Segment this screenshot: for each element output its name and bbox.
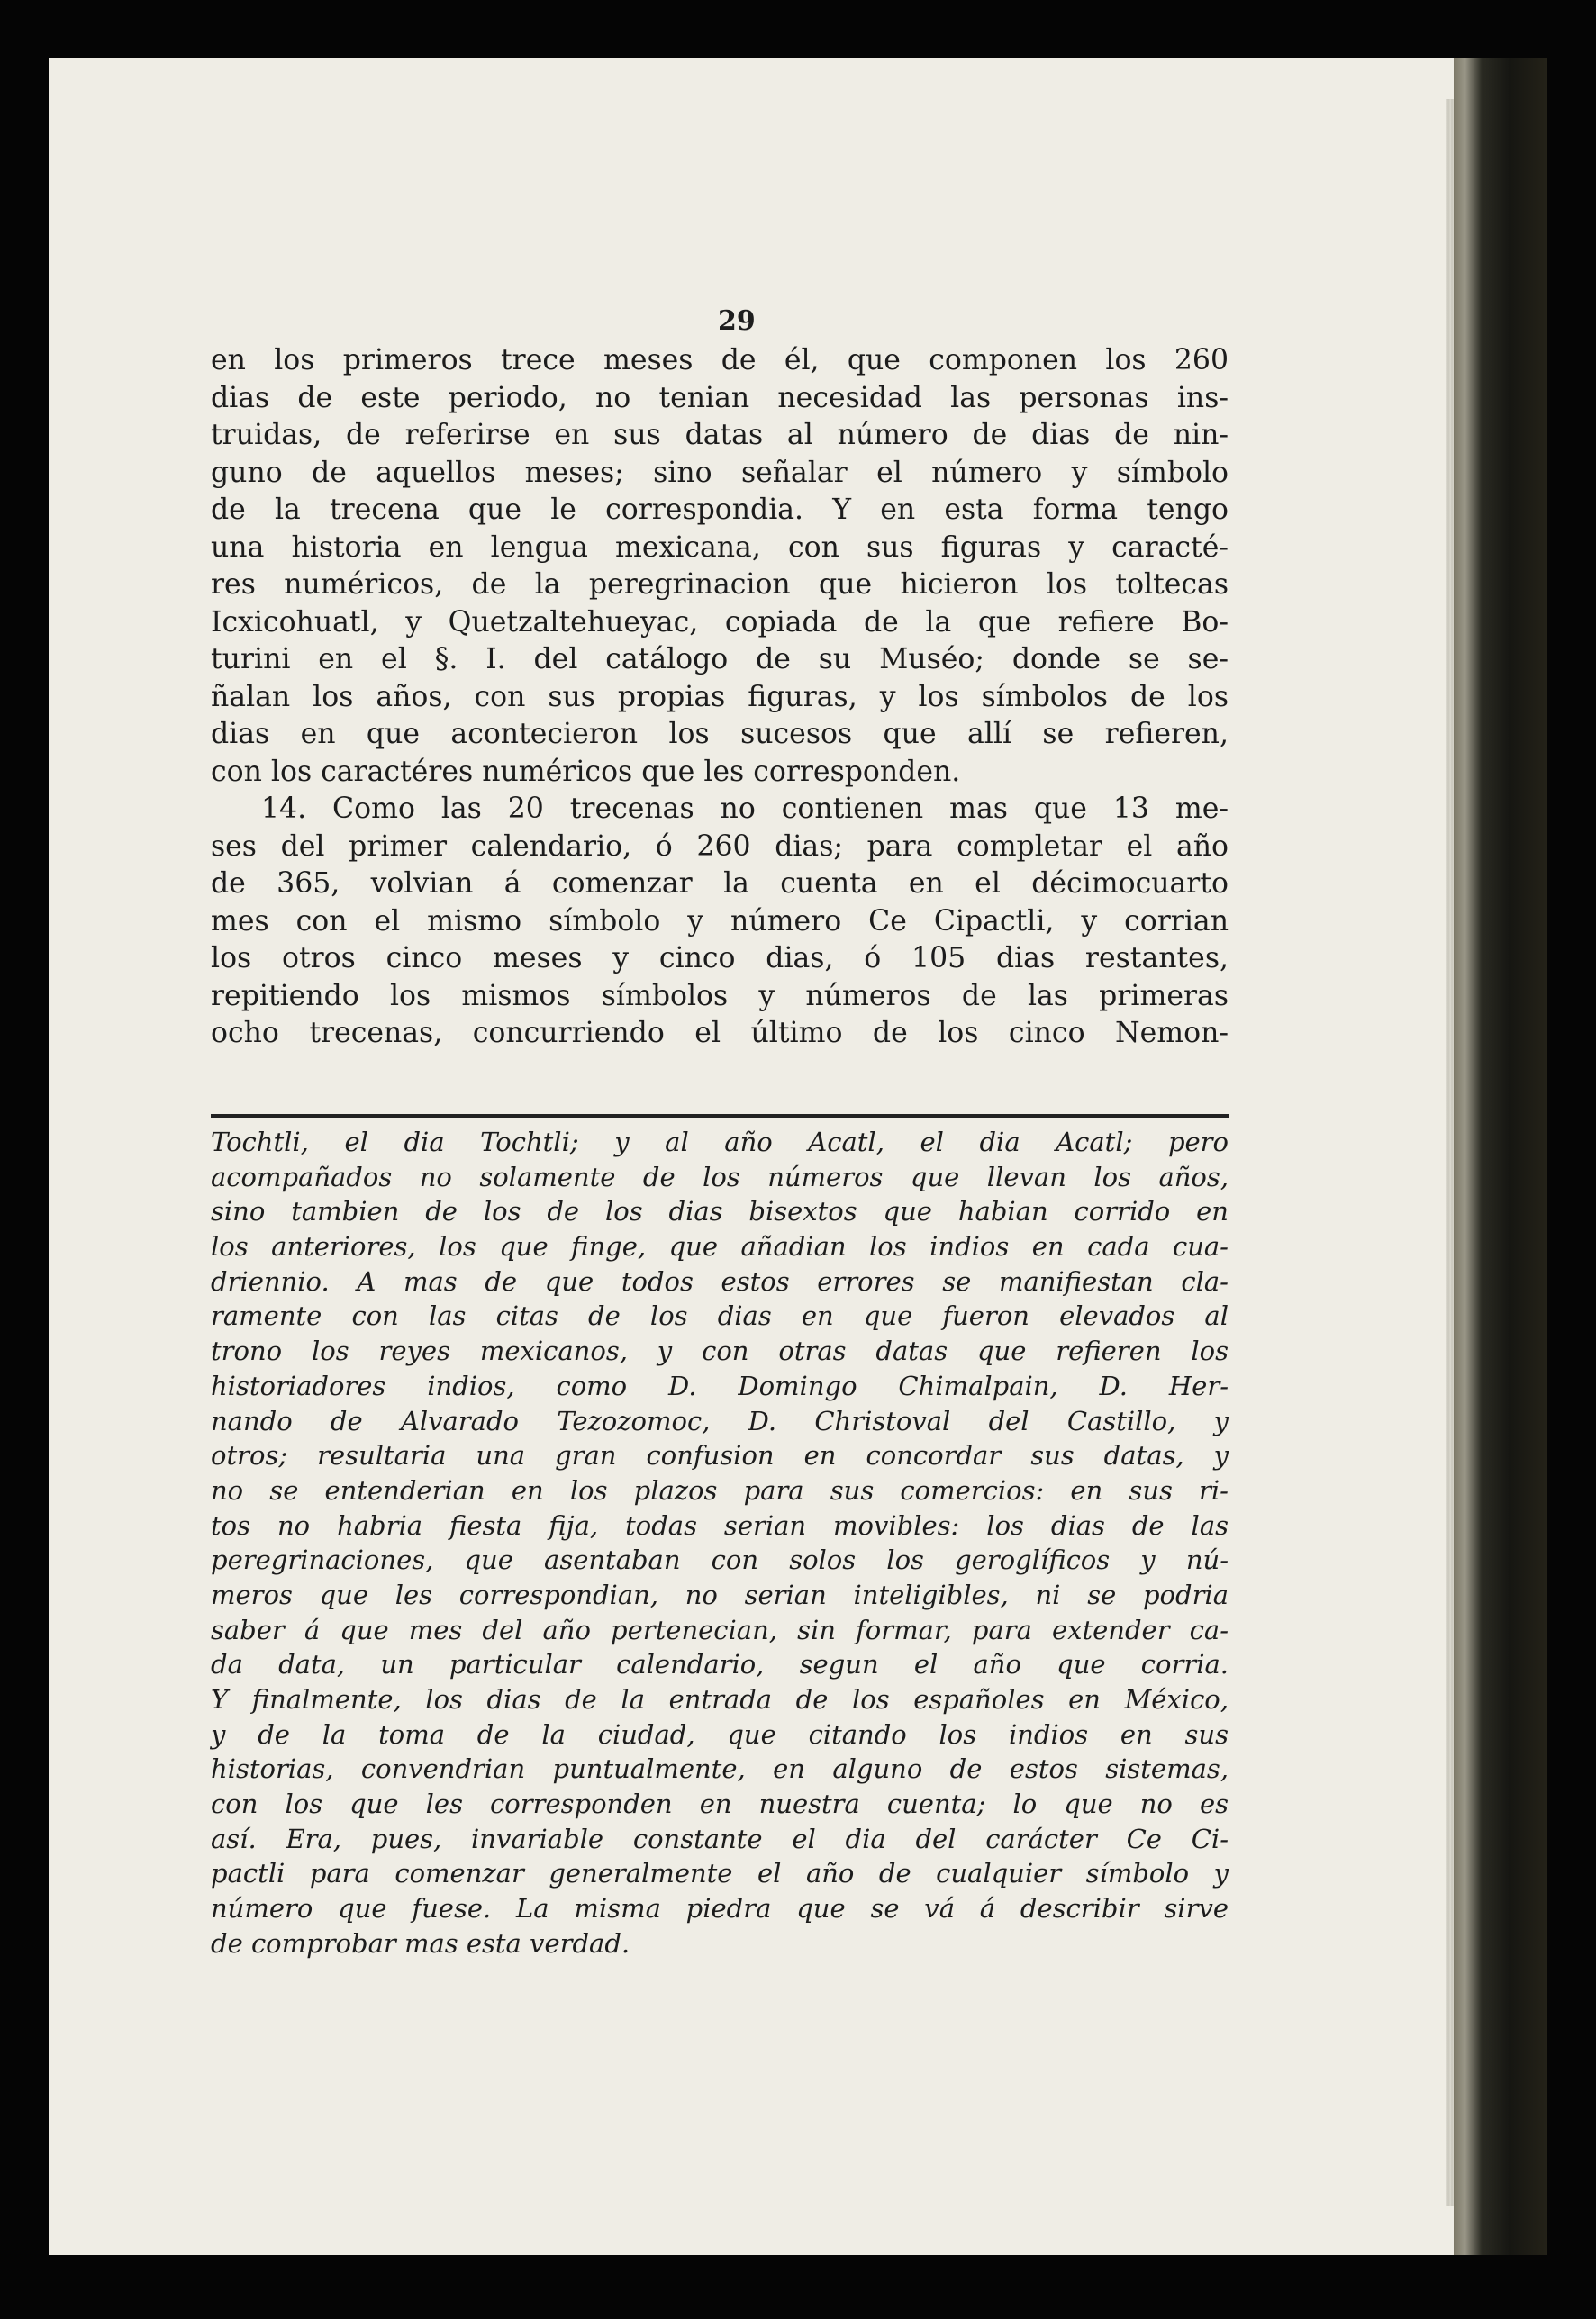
body-line: res numéricos, de la peregrinacion que hicieron los toltecas	[211, 568, 1229, 601]
footnote-line: historias, convendrian puntualmente, en alguno de estos sistemas,	[211, 1753, 1229, 1785]
footnote-line: trono los reyes mexicanos, y con otras datas que refieren los	[211, 1336, 1229, 1367]
footnote-line: driennio. A mas de que todos estos errores se manifiestan cla-	[211, 1265, 1229, 1297]
book-cover-edge	[1454, 58, 1547, 2255]
body-line: mes con el mismo símbolo y número Ce Cipactli, y corrian	[211, 904, 1229, 938]
footnote-line: tos no habria fiesta fija, todas serian movibles: los dias de las	[211, 1509, 1229, 1541]
footnote-line: saber á que mes del año pertenecian, sin formar, para extender ca-	[211, 1614, 1229, 1645]
body-line: en los primeros trece meses de él, que componen los 260	[211, 344, 1229, 376]
body-line: guno de aquellos meses; sino señalar el número y símbolo	[211, 456, 1229, 489]
body-line: truidas, de referirse en sus datas al número de dias de nin-	[211, 419, 1229, 451]
footnote-line: y de la toma de la ciudad, que citando los indios en sus	[211, 1718, 1229, 1750]
footnote-line: así. Era, pues, invariable constante el dia del carácter Ce Ci-	[211, 1823, 1229, 1854]
footnote-line: nando de Alvarado Tezozomoc, D. Christoval del Castillo, y	[211, 1405, 1229, 1436]
body-line: dias en que acontecieron los sucesos que allí se refieren,	[211, 718, 1229, 750]
body-line: repitiendo los mismos símbolos y números de las primeras	[211, 979, 1229, 1012]
footnote-line: peregrinaciones, que asentaban con solos los geroglíficos y nú-	[211, 1544, 1229, 1576]
body-line: una historia en lengua mexicana, con sus figuras y caracté-	[211, 530, 1229, 564]
footnote-line: número que fuese. La misma piedra que se vá á describir sirve	[211, 1893, 1229, 1925]
page-number: 29	[718, 305, 756, 337]
footnote-line: sino tambien de los de los dias bisextos que habian corrido en	[211, 1196, 1229, 1227]
body-line: ses del primer calendario, ó 260 dias; para completar el año	[211, 829, 1229, 863]
footnote-line: Tochtli, el dia Tochtli; y al año Acatl, el dia Acatl; pero	[211, 1127, 1229, 1157]
body-line: Icxicohuatl, y Quetzaltehueyac, copiada de la que refiere Bo-	[211, 605, 1229, 639]
footnote-line: meros que les correspondian, no serian inteligibles, ni se podria	[211, 1579, 1229, 1610]
paragraph-14-start: 14. Como las 20 trecenas no contienen mas que 13 me-	[261, 793, 1229, 825]
footnote-line: acompañados no solamente de los números que llevan los años,	[211, 1161, 1229, 1192]
body-line: de 365, volvian á comenzar la cuenta en el décimocuarto	[211, 867, 1229, 900]
body-line: dias de este periodo, no tenian necesidad las personas ins-	[211, 381, 1229, 414]
footnote-block	[211, 1125, 1229, 1961]
body-line: turini en el §. I. del catálogo de su Muséo; donde se se-	[211, 643, 1229, 675]
footnote-line: historiadores indios, como D. Domingo Chimalpain, D. Her-	[211, 1370, 1229, 1401]
footnote-line: los anteriores, los que finge, que añadian los indios en cada cua-	[211, 1231, 1229, 1263]
footnote-line: con los que les corresponden en nuestra cuenta; lo que no es	[211, 1789, 1229, 1820]
body-line: con los caractéres numéricos que les corresponden.	[211, 755, 961, 788]
footnote-line: de comprobar mas esta verdad.	[211, 1927, 630, 1959]
body-line: los otros cinco meses y cinco dias, ó 105 dias restantes,	[211, 942, 1229, 974]
footnote-line: Y finalmente, los dias de la entrada de los españoles en México,	[211, 1684, 1229, 1715]
footnote-line: pactli para comenzar generalmente el año de cualquier símbolo y	[211, 1858, 1229, 1889]
footnote-divider	[211, 1114, 1229, 1118]
footnote-line: ramente con las citas de los dias en que fueron elevados al	[211, 1300, 1229, 1332]
footnote-line: da data, un particular calendario, segun el año que corria.	[211, 1649, 1229, 1680]
body-line: ñalan los años, con sus propias figuras, y los símbolos de los	[211, 680, 1229, 713]
main-text-block	[211, 342, 1229, 1053]
body-line: de la trecena que le correspondia. Y en esta forma tengo	[211, 494, 1229, 526]
footnote-line: no se entenderian en los plazos para sus comercios: en sus ri-	[211, 1474, 1229, 1506]
body-line: ocho trecenas, concurriendo el último de los cinco Nemon-	[211, 1017, 1229, 1049]
book-page	[49, 58, 1454, 2255]
footnote-line: otros; resultaria una gran confusion en concordar sus datas, y	[211, 1440, 1229, 1472]
